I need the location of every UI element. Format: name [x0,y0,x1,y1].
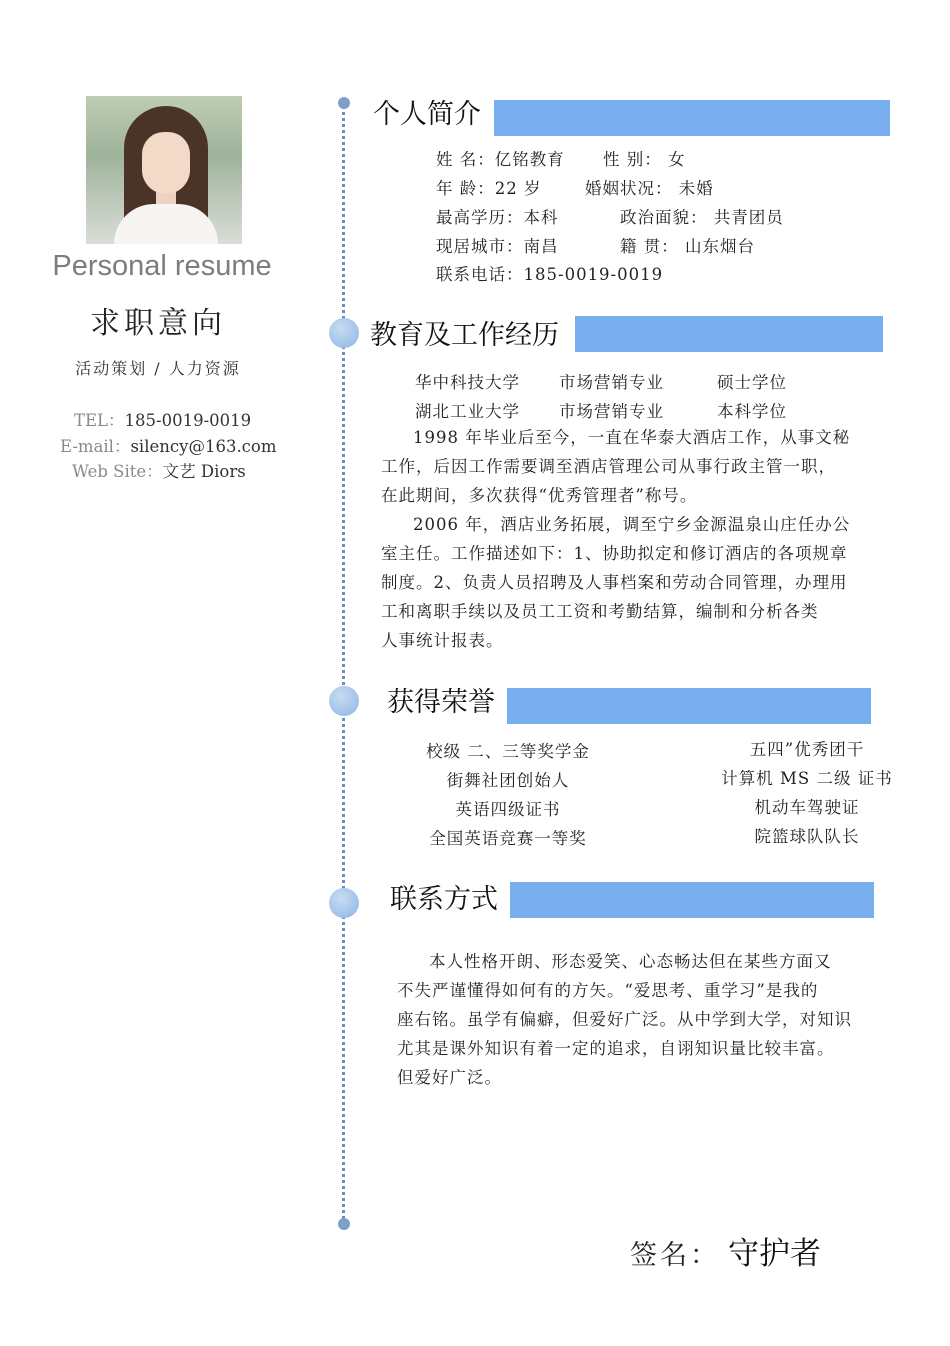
intro-name: 姓 名：亿铭教育 [436,150,565,169]
website-row [72,458,246,482]
work-p1-line-3: 在此期间，多次获得“优秀管理者”称号。 [381,486,698,505]
timeline-line [342,101,345,1225]
work-paragraph-2 [381,510,850,655]
website-label: Web Site： [72,462,163,481]
school-2-degree: 本科学位 [717,402,787,421]
profile-photo [86,96,242,244]
self-desc-line-2: 不失严谨懂得如何有的方矢。“爱思考、重学习”是我的 [397,981,819,1000]
contact-title-bar [510,882,874,918]
job-intention-heading: 求职意向 [90,306,226,341]
self-description [397,947,852,1092]
intro-gender: 性 别： 女 [603,150,686,169]
education-title-bar [575,316,883,352]
school-2-name: 湖北工业大学 [415,402,520,421]
signature [630,1228,821,1273]
honor-right-4: 院篮球队队长 [754,827,860,846]
honor-left-2: 街舞社团创始人 [446,771,570,790]
self-desc-line-5: 但爱好广泛。 [397,1068,502,1087]
intro-title: 个人简介 [373,99,481,130]
education-title: 教育及工作经历 [370,320,559,351]
contact-title: 联系方式 [390,884,498,915]
email-value: silency@163.com [130,437,277,456]
timeline-dot-education [329,318,359,348]
signature-value: 守护者 [728,1236,821,1272]
tel-value: 185-0019-0019 [124,411,252,430]
intro-phone: 联系电话：185-0019-0019 [436,265,664,284]
job-intention-list: 活动策划 / 人力资源 [75,359,241,378]
timeline-dot-contact [329,888,359,918]
work-p1-line-1: 1998 年毕业后至今，一直在华泰大酒店工作，从事文秘 [413,428,851,447]
honor-left-4: 全国英语竞赛一等奖 [429,829,587,848]
self-desc-line-3: 座右铭。虽学有偏癖，但爱好广泛。从中学到大学，对知识 [397,1010,852,1029]
honors-title-bar [507,688,871,724]
honor-right-3: 机动车驾驶证 [754,798,860,817]
work-p2-line-1: 2006 年，酒店业务拓展，调至宁乡金源温泉山庄任办公 [413,515,851,534]
work-p1-line-2: 工作，后因工作需要调至酒店管理公司从事行政主管一职， [381,457,836,476]
work-p2-line-3: 制度。2、负责人员招聘及人事档案和劳动合同管理，办理用 [381,573,848,592]
intro-title-bar [494,100,890,136]
school-2-major: 市场营销专业 [559,402,664,421]
signature-label: 签名： [630,1240,720,1271]
email-row [60,433,277,457]
intro-degree: 最高学历：本科 [436,208,559,227]
work-paragraph-1 [381,423,850,510]
intro-political: 政治面貌： 共青团员 [620,208,784,227]
website-value: 文艺 Diors [162,462,246,481]
timeline-top-dot [338,97,350,109]
school-1-degree: 硕士学位 [717,373,787,392]
english-title: Personal resume [52,250,272,282]
honor-left-1: 校级 二、三等奖学金 [426,742,590,761]
intro-marital: 婚姻状况： 未婚 [585,179,714,198]
work-p2-line-2: 室主任。工作描述如下：1、协助拟定和修订酒店的各项规章 [381,544,848,563]
self-desc-line-4: 尤其是课外知识有着一定的追求，自诩知识量比较丰富。 [397,1039,835,1058]
honor-left-3: 英语四级证书 [455,800,561,819]
intro-hometown: 籍 贯： 山东烟台 [620,237,755,256]
honor-right-2: 计算机 MS 二级 证书 [721,769,893,788]
tel-row [74,407,251,431]
intro-city: 现居城市：南昌 [436,237,559,256]
work-p2-line-4: 工和离职手续以及员工工资和考勤结算，编制和分析各类 [381,602,819,621]
school-1-name: 华中科技大学 [415,373,520,392]
email-label: E-mail： [60,437,131,456]
school-1-major: 市场营销专业 [559,373,664,392]
honor-right-1: 五四”优秀团干 [749,740,865,759]
intro-age: 年 龄：22 岁 [436,179,542,198]
photo-face [142,132,190,194]
self-desc-line-1: 本人性格开朗、形态爱笑、心态畅达但在某些方面又 [429,952,832,971]
timeline-bottom-dot [338,1218,350,1230]
work-p2-line-5: 人事统计报表。 [381,631,504,650]
tel-label: TEL： [74,411,125,430]
timeline-dot-honors [329,686,359,716]
honors-title: 获得荣誉 [387,687,495,718]
